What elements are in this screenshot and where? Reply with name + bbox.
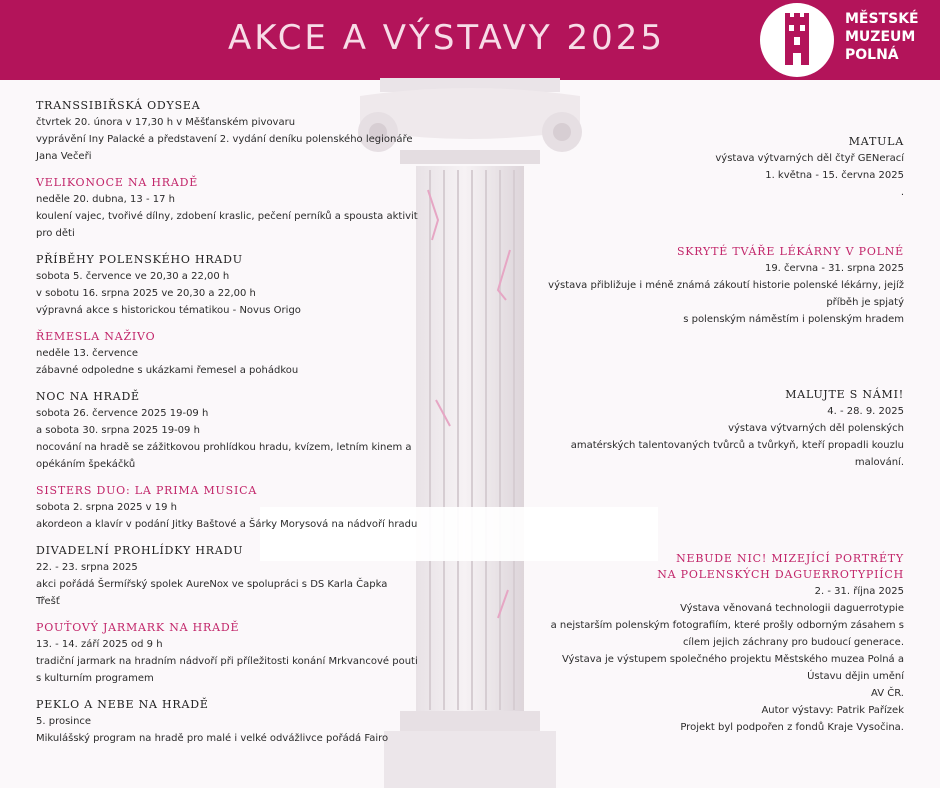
event-title: SISTERS DUO: LA PRIMA MUSICA	[36, 484, 258, 497]
exhibition-title: NA POLENSKÝCH DAGUERROTYPIÍCH	[657, 568, 904, 581]
exhibition-line: Výstava je výstupem společného projektu Městského muzea Polná a	[561, 654, 904, 665]
event-title: ŘEMESLA NAŽIVO	[36, 330, 156, 343]
event-line: výpravná akce s historickou tématikou - Novus Origo	[36, 305, 301, 316]
event-line: vyprávění Iny Palacké a představení 2. vydání deníku polenského legionáře	[36, 134, 413, 145]
event-line: 13. - 14. září 2025 od 9 h	[36, 639, 163, 650]
event-line: neděle 13. července	[36, 348, 139, 359]
museum-logo	[760, 3, 834, 77]
exhibition-line: cílem jejich záchrany pro budoucí generace.	[682, 637, 904, 648]
event-line: a sobota 30. srpna 2025 19-09 h	[36, 425, 200, 436]
event-line: Třešť	[36, 596, 60, 607]
exhibition-line: 19. června - 31. srpna 2025	[764, 263, 904, 274]
exhibition-matula	[474, 134, 904, 201]
event-line: čtvrtek 20. února v 17,30 h v Měšťanském pivovaru	[36, 117, 296, 128]
exhibition-line: výstava výtvarných děl polenských	[728, 423, 904, 434]
event-title: NOC NA HRADĚ	[36, 390, 140, 403]
event-item	[36, 620, 436, 687]
exhibition-line: s polenským náměstím i polenským hradem	[683, 314, 904, 325]
exhibition-line: .	[900, 187, 904, 198]
event-item	[36, 175, 436, 242]
event-line: zábavné odpoledne s ukázkami řemesel a pohádkou	[36, 365, 299, 376]
exhibition-lekarna	[474, 244, 904, 328]
exhibition-line: výstava přibližuje i méně známá zákoutí historie polenské lékárny, jejíž	[548, 280, 904, 291]
event-item	[36, 483, 436, 533]
logo-line: MĚSTSKÉ	[845, 11, 919, 27]
exhibition-line: Výstava věnovaná technologii daguerrotypie	[680, 603, 904, 614]
event-line: 5. prosince	[36, 716, 92, 727]
exhibition-line: AV ČR.	[871, 688, 904, 699]
event-line: s kulturním programem	[36, 673, 154, 684]
logo-line: MUZEUM	[845, 29, 916, 45]
page-title: AKCE A VÝSTAVY 2025	[228, 18, 665, 58]
exhibition-title: NEBUDE NIC! MIZEJÍCÍ PORTRÉTY	[676, 552, 904, 565]
event-item	[36, 697, 436, 747]
event-line: akordeon a klavír v podání Jitky Baštové a Šárky Morysová na nádvoří hradu	[36, 519, 418, 530]
event-title: VELIKONOCE NA HRADĚ	[36, 176, 199, 189]
event-line: 22. - 23. srpna 2025	[36, 562, 138, 573]
exhibition-line: 2. - 31. října 2025	[814, 586, 904, 597]
event-item	[36, 98, 436, 165]
event-line: nocování na hradě se zážitkovou prohlídkou hradu, kvízem, letním kinem a	[36, 442, 412, 453]
exhibition-title: SKRYTÉ TVÁŘE LÉKÁRNY V POLNÉ	[676, 245, 904, 258]
event-line: sobota 2. srpna 2025 v 19 h	[36, 502, 178, 513]
event-item	[36, 543, 436, 610]
event-title: POUŤOVÝ JARMARK NA HRADĚ	[36, 621, 240, 634]
exhibition-line: Projekt byl podpořen z fondů Kraje Vysočina.	[680, 722, 904, 733]
exhibition-line: příběh je spjatý	[826, 297, 904, 308]
exhibition-line: Ústavu dějin umění	[807, 671, 904, 682]
event-title: DIVADELNÍ PROHLÍDKY HRADU	[36, 544, 244, 557]
events-list-left	[36, 98, 436, 757]
event-line: akci pořádá Šermířský spolek AureNox ve spolupráci s DS Karla Čapka	[36, 579, 388, 590]
exhibition-line: amatérských talentovaných tvůrců a tvůrkyň, kteří propadli kouzlu	[570, 440, 904, 451]
event-line: tradiční jarmark na hradním nádvoří při příležitosti konání Mrkvancové pouti	[36, 656, 418, 667]
exhibition-daguerrotypie	[474, 551, 904, 736]
event-item	[36, 252, 436, 319]
museum-logo-text	[845, 10, 919, 64]
event-line: koulení vajec, tvořivé dílny, zdobení kraslic, pečení perníků a spousta aktivit	[36, 211, 418, 222]
exhibition-line: Autor výstavy: Patrik Pařízek	[761, 705, 904, 716]
event-item	[36, 389, 436, 473]
exhibition-title: MALUJTE S NÁMI!	[785, 388, 904, 401]
event-title: PŘÍBĚHY POLENSKÉHO HRADU	[36, 253, 243, 266]
header-banner	[0, 0, 940, 80]
exhibition-line: 1. května - 15. června 2025	[765, 170, 904, 181]
exhibition-line: 4. - 28. 9. 2025	[827, 406, 904, 417]
event-line: neděle 20. dubna, 13 - 17 h	[36, 194, 175, 205]
event-title: PEKLO A NEBE NA HRADĚ	[36, 698, 209, 711]
event-line: Jana Večeři	[36, 151, 92, 162]
event-line: v sobotu 16. srpna 2025 ve 20,30 a 22,00 h	[36, 288, 256, 299]
event-line: pro děti	[36, 228, 75, 239]
event-line: sobota 5. července ve 20,30 a 22,00 h	[36, 271, 230, 282]
event-title: TRANSSIBIŘSKÁ ODYSEA	[36, 99, 201, 112]
exhibition-line: a nejstarším polenským fotografiím, které prošly odborným zásahem s	[550, 620, 904, 631]
event-line: Mikulášský program na hradě pro malé i velké odvážlivce pořádá Fairo	[36, 733, 389, 744]
exhibition-malujte	[474, 387, 904, 471]
exhibition-line: výstava výtvarných děl čtyř GENerací	[715, 153, 904, 164]
tower-icon	[760, 3, 834, 77]
exhibition-title: MATULA	[848, 135, 904, 148]
event-item	[36, 329, 436, 379]
event-line: sobota 26. července 2025 19-09 h	[36, 408, 209, 419]
exhibition-line: malování.	[854, 457, 904, 468]
event-line: opékáním špekáčků	[36, 459, 136, 470]
logo-line: POLNÁ	[845, 47, 899, 63]
